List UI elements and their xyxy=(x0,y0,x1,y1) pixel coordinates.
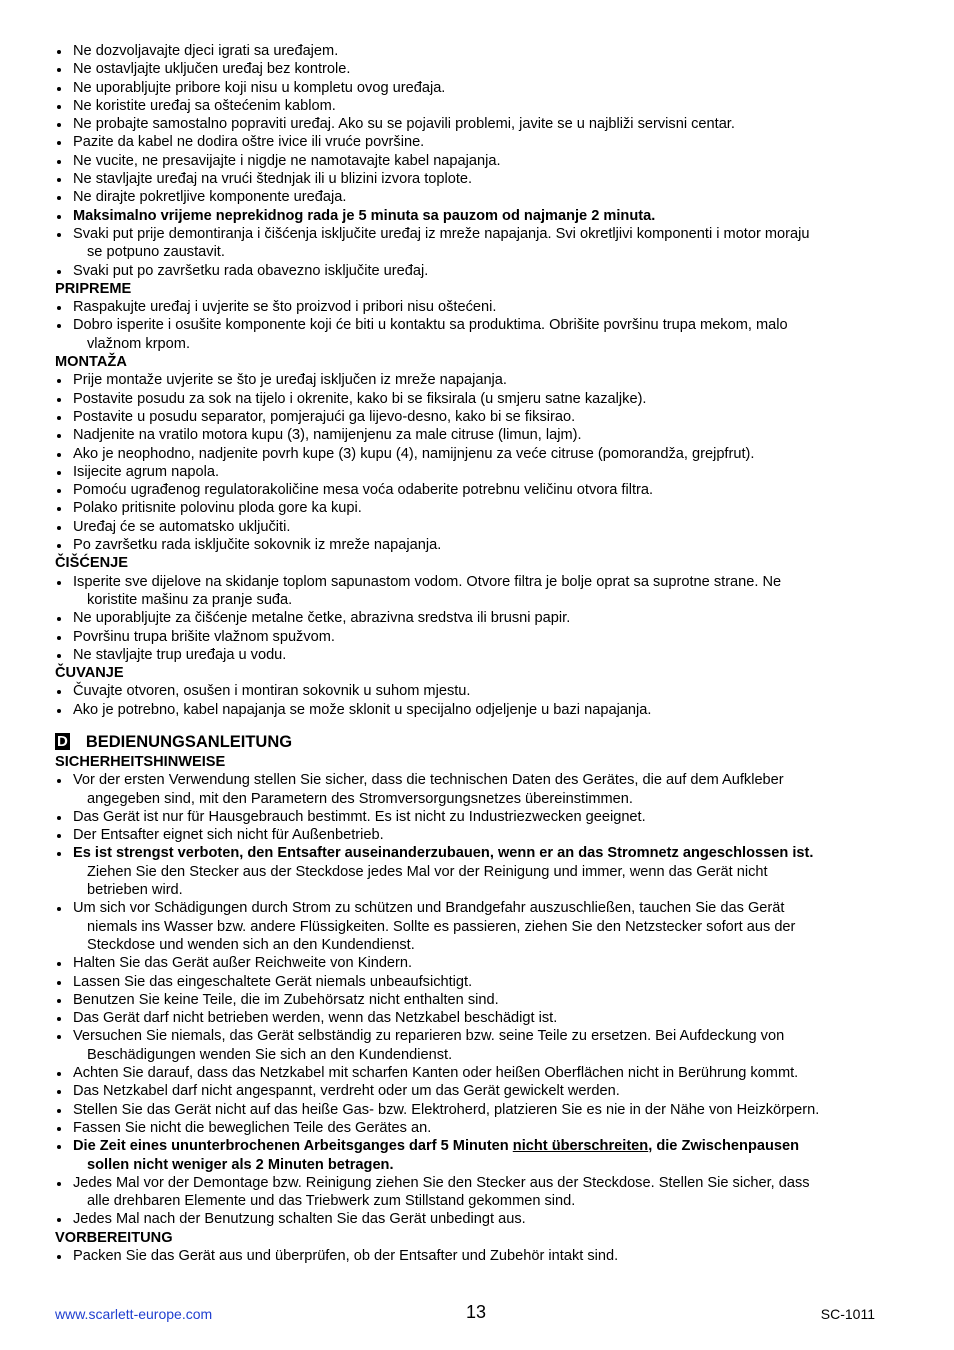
list-item: Isperite sve dijelove na skidanje toplom sapunastom vodom. Otvore filtra je bolje oprat sa suprotne strane. Ne koristite mašinu za pranje suđa. xyxy=(55,573,900,610)
list-item: Ne koristite uređaj sa oštećenim kablom. xyxy=(55,97,900,115)
list-item: Ne stavljajte trup uređaja u vodu. xyxy=(55,646,900,664)
list-item: Das Gerät darf nicht betrieben werden, wenn das Netzkabel beschädigt ist. xyxy=(55,1009,900,1027)
list-item: Es ist strengst verboten, den Entsafter auseinanderzubauen, wenn er an das Stromnetz angeschlossen ist. Ziehen Sie den Stecker aus der Steckdose jedes Mal vor der Reinigung und immer, wenn das Gerät nicht betrieben wird. xyxy=(55,844,900,899)
list-item: Jedes Mal nach der Benutzung schalten Sie das Gerät unbedingt aus. xyxy=(55,1210,900,1228)
list-item: Der Entsafter eignet sich nicht für Außenbetrieb. xyxy=(55,826,900,844)
section-heading-sicherheitshinweise: SICHERHEITSHINWEISE xyxy=(55,753,226,770)
list-item: Vor der ersten Verwendung stellen Sie sicher, dass die technischen Daten des Gerätes, die auf dem Aufkleber angegeben sind, mit den Parametern des Stromversorgungsnetzes übereinstimmen. xyxy=(55,771,900,808)
list-item: Po završetku rada isključite sokovnik iz mreže napajanja. xyxy=(55,536,900,554)
list-item: Nadjenite na vratilo motora kupu (3), namijenjenu za male citruse (limun, lajm). xyxy=(55,426,900,444)
list-item: Versuchen Sie niemals, das Gerät selbständig zu reparieren bzw. seine Teile zu ersetzen. Bei Aufdeckung von Beschädigungen wenden Sie sich an den Kundendienst. xyxy=(55,1027,900,1064)
list-item: Svaki put po završetku rada obavezno isključite uređaj. xyxy=(55,262,900,280)
vorbereitung-list xyxy=(55,1247,900,1265)
cuvanje-list xyxy=(55,682,900,719)
list-item: Ako je potrebno, kabel napajanja se može sklonit u specijalno odjeljenje u bazi napajanja. xyxy=(55,701,900,719)
list-item: Uređaj će se automatsko uključiti. xyxy=(55,518,900,536)
list-item: Pomoću ugrađenog regulatorakoličine mesa voća odaberite potrebnu veličinu otvora filtra. xyxy=(55,481,900,499)
section-heading-vorbereitung: VORBEREITUNG xyxy=(55,1229,173,1246)
section-heading-cuvanje: ČUVANJE xyxy=(55,665,124,682)
list-item: Achten Sie darauf, dass das Netzkabel mit scharfen Kanten oder heißen Oberflächen nicht in Berührung kommt. xyxy=(55,1064,900,1082)
list-item: Um sich vor Schädigungen durch Strom zu schützen und Brandgefahr auszuschließen, tauchen Sie das Gerät niemals ins Wasser bzw. andere Flüssigkeiten. Sollte es passieren, ziehen Sie den Netzstecker sofort aus der Steckdose und wenden sich an den Kundendienst. xyxy=(55,899,900,954)
ciscenje-list xyxy=(55,573,900,664)
list-item: Das Gerät ist nur für Hausgebrauch bestimmt. Es ist nicht zu Industriezwecken geeignet. xyxy=(55,808,900,826)
safety-list-bs xyxy=(55,42,900,280)
manual-page xyxy=(55,42,900,1265)
section-heading-pripreme: PRIPREME xyxy=(55,280,132,297)
model-number: SC-1011 xyxy=(820,1306,875,1322)
list-item: Svaki put prije demontiranja i čišćenja isključite uređaj iz mreže napajanja. Svi okretljivi komponenti i motor moraju se potpuno zaustavit. xyxy=(55,225,900,262)
list-item: Polako pritisnite polovinu ploda gore ka kupi. xyxy=(55,499,900,517)
list-item: Die Zeit eines ununterbrochenen Arbeitsganges darf 5 Minuten nicht überschreiten, die Zwischenpausen sollen nicht weniger als 2 Minuten betragen. xyxy=(55,1137,900,1174)
pripreme-list xyxy=(55,298,900,353)
list-item: Površinu trupa brišite vlažnom spužvom. xyxy=(55,628,900,646)
list-item: Ne vucite, ne presavijajte i nigdje ne namotavajte kabel napajanja. xyxy=(55,152,900,170)
list-item: Lassen Sie das eingeschaltete Gerät niemals unbeaufsichtigt. xyxy=(55,973,900,991)
list-item: Ne uporabljujte za čišćenje metalne četke, abrazivna sredstva ili brusni papir. xyxy=(55,609,900,627)
language-code-badge: D xyxy=(57,733,68,751)
section-heading-ciscenje: ČIŠĆENJE xyxy=(55,555,128,572)
list-item: Halten Sie das Gerät außer Reichweite von Kindern. xyxy=(55,954,900,972)
list-item: Fassen Sie nicht die beweglichen Teile des Gerätes an. xyxy=(55,1119,900,1137)
list-item: Das Netzkabel darf nicht angespannt, verdreht oder um das Gerät gewickelt werden. xyxy=(55,1082,900,1100)
list-item: Maksimalno vrijeme neprekidnog rada je 5 minuta sa pauzom od najmanje 2 minuta. xyxy=(55,207,900,225)
list-item: Ne dirajte pokretljive komponente uređaja. xyxy=(55,188,900,206)
list-item: Prije montaže uvjerite se što je uređaj isključen iz mreže napajanja. xyxy=(55,371,900,389)
list-item: Packen Sie das Gerät aus und überprüfen, ob der Entsafter und Zubehör intakt sind. xyxy=(55,1247,900,1265)
list-item: Postavite u posudu separator, pomjerajući ga lijevo-desno, kako bi se fiksirao. xyxy=(55,408,900,426)
list-item: Jedes Mal vor der Demontage bzw. Reinigung ziehen Sie den Stecker aus der Steckdose. Stellen Sie sicher, dass alle drehbaren Elemente und das Triebwerk zum Stillstand gekommen sind. xyxy=(55,1174,900,1211)
website-link[interactable]: www.scarlett-europe.com xyxy=(55,1306,213,1322)
list-item: Ne probajte samostalno popraviti uređaj. Ako su se pojavili problemi, javite se u najbliži servisni centar. xyxy=(55,115,900,133)
list-item: Ne dozvoljavajte djeci igrati sa uređajem. xyxy=(55,42,900,60)
list-item: Ne ostavljajte uključen uređaj bez kontrole. xyxy=(55,60,900,78)
sicherheitshinweise-list xyxy=(55,771,900,1228)
list-item: Postavite posudu za sok na tijelo i okrenite, kako bi se fiksirala (u smjeru satne kazaljke). xyxy=(55,390,900,408)
manual-title: BEDIENUNGSANLEITUNG xyxy=(85,732,293,751)
list-item: Benutzen Sie keine Teile, die im Zubehörsatz nicht enthalten sind. xyxy=(55,991,900,1009)
list-item: Isijecite agrum napola. xyxy=(55,463,900,481)
list-item: Dobro isperite i osušite komponente koji će biti u kontaktu sa produktima. Obrišite površinu trupa mekom, malo vlažnom krpom. xyxy=(55,316,900,353)
list-item: Ako je neophodno, nadjenite povrh kupe (3) kupu (4), namijnjenu za veće citruse (pomorandža, grejpfrut). xyxy=(55,445,900,463)
language-section-header xyxy=(55,731,900,753)
list-item: Čuvajte otvoren, osušen i montiran sokovnik u suhom mjestu. xyxy=(55,682,900,700)
page-number: 13 xyxy=(466,1302,487,1322)
montaza-list xyxy=(55,371,900,554)
section-heading-montaza: MONTAŽA xyxy=(55,354,127,371)
page-footer xyxy=(55,1303,875,1327)
list-item: Pazite da kabel ne dodira oštre ivice ili vruće površine. xyxy=(55,133,900,151)
list-item: Ne stavljajte uređaj na vrući štednjak ili u blizini izvora toplote. xyxy=(55,170,900,188)
list-item: Stellen Sie das Gerät nicht auf das heiße Gas- bzw. Elektroherd, platzieren Sie es nie in der Nähe von Heizkörpern. xyxy=(55,1101,900,1119)
list-item: Raspakujte uređaj i uvjerite se što proizvod i pribori nisu oštećeni. xyxy=(55,298,900,316)
list-item: Ne uporabljujte pribore koji nisu u kompletu ovog uređaja. xyxy=(55,79,900,97)
